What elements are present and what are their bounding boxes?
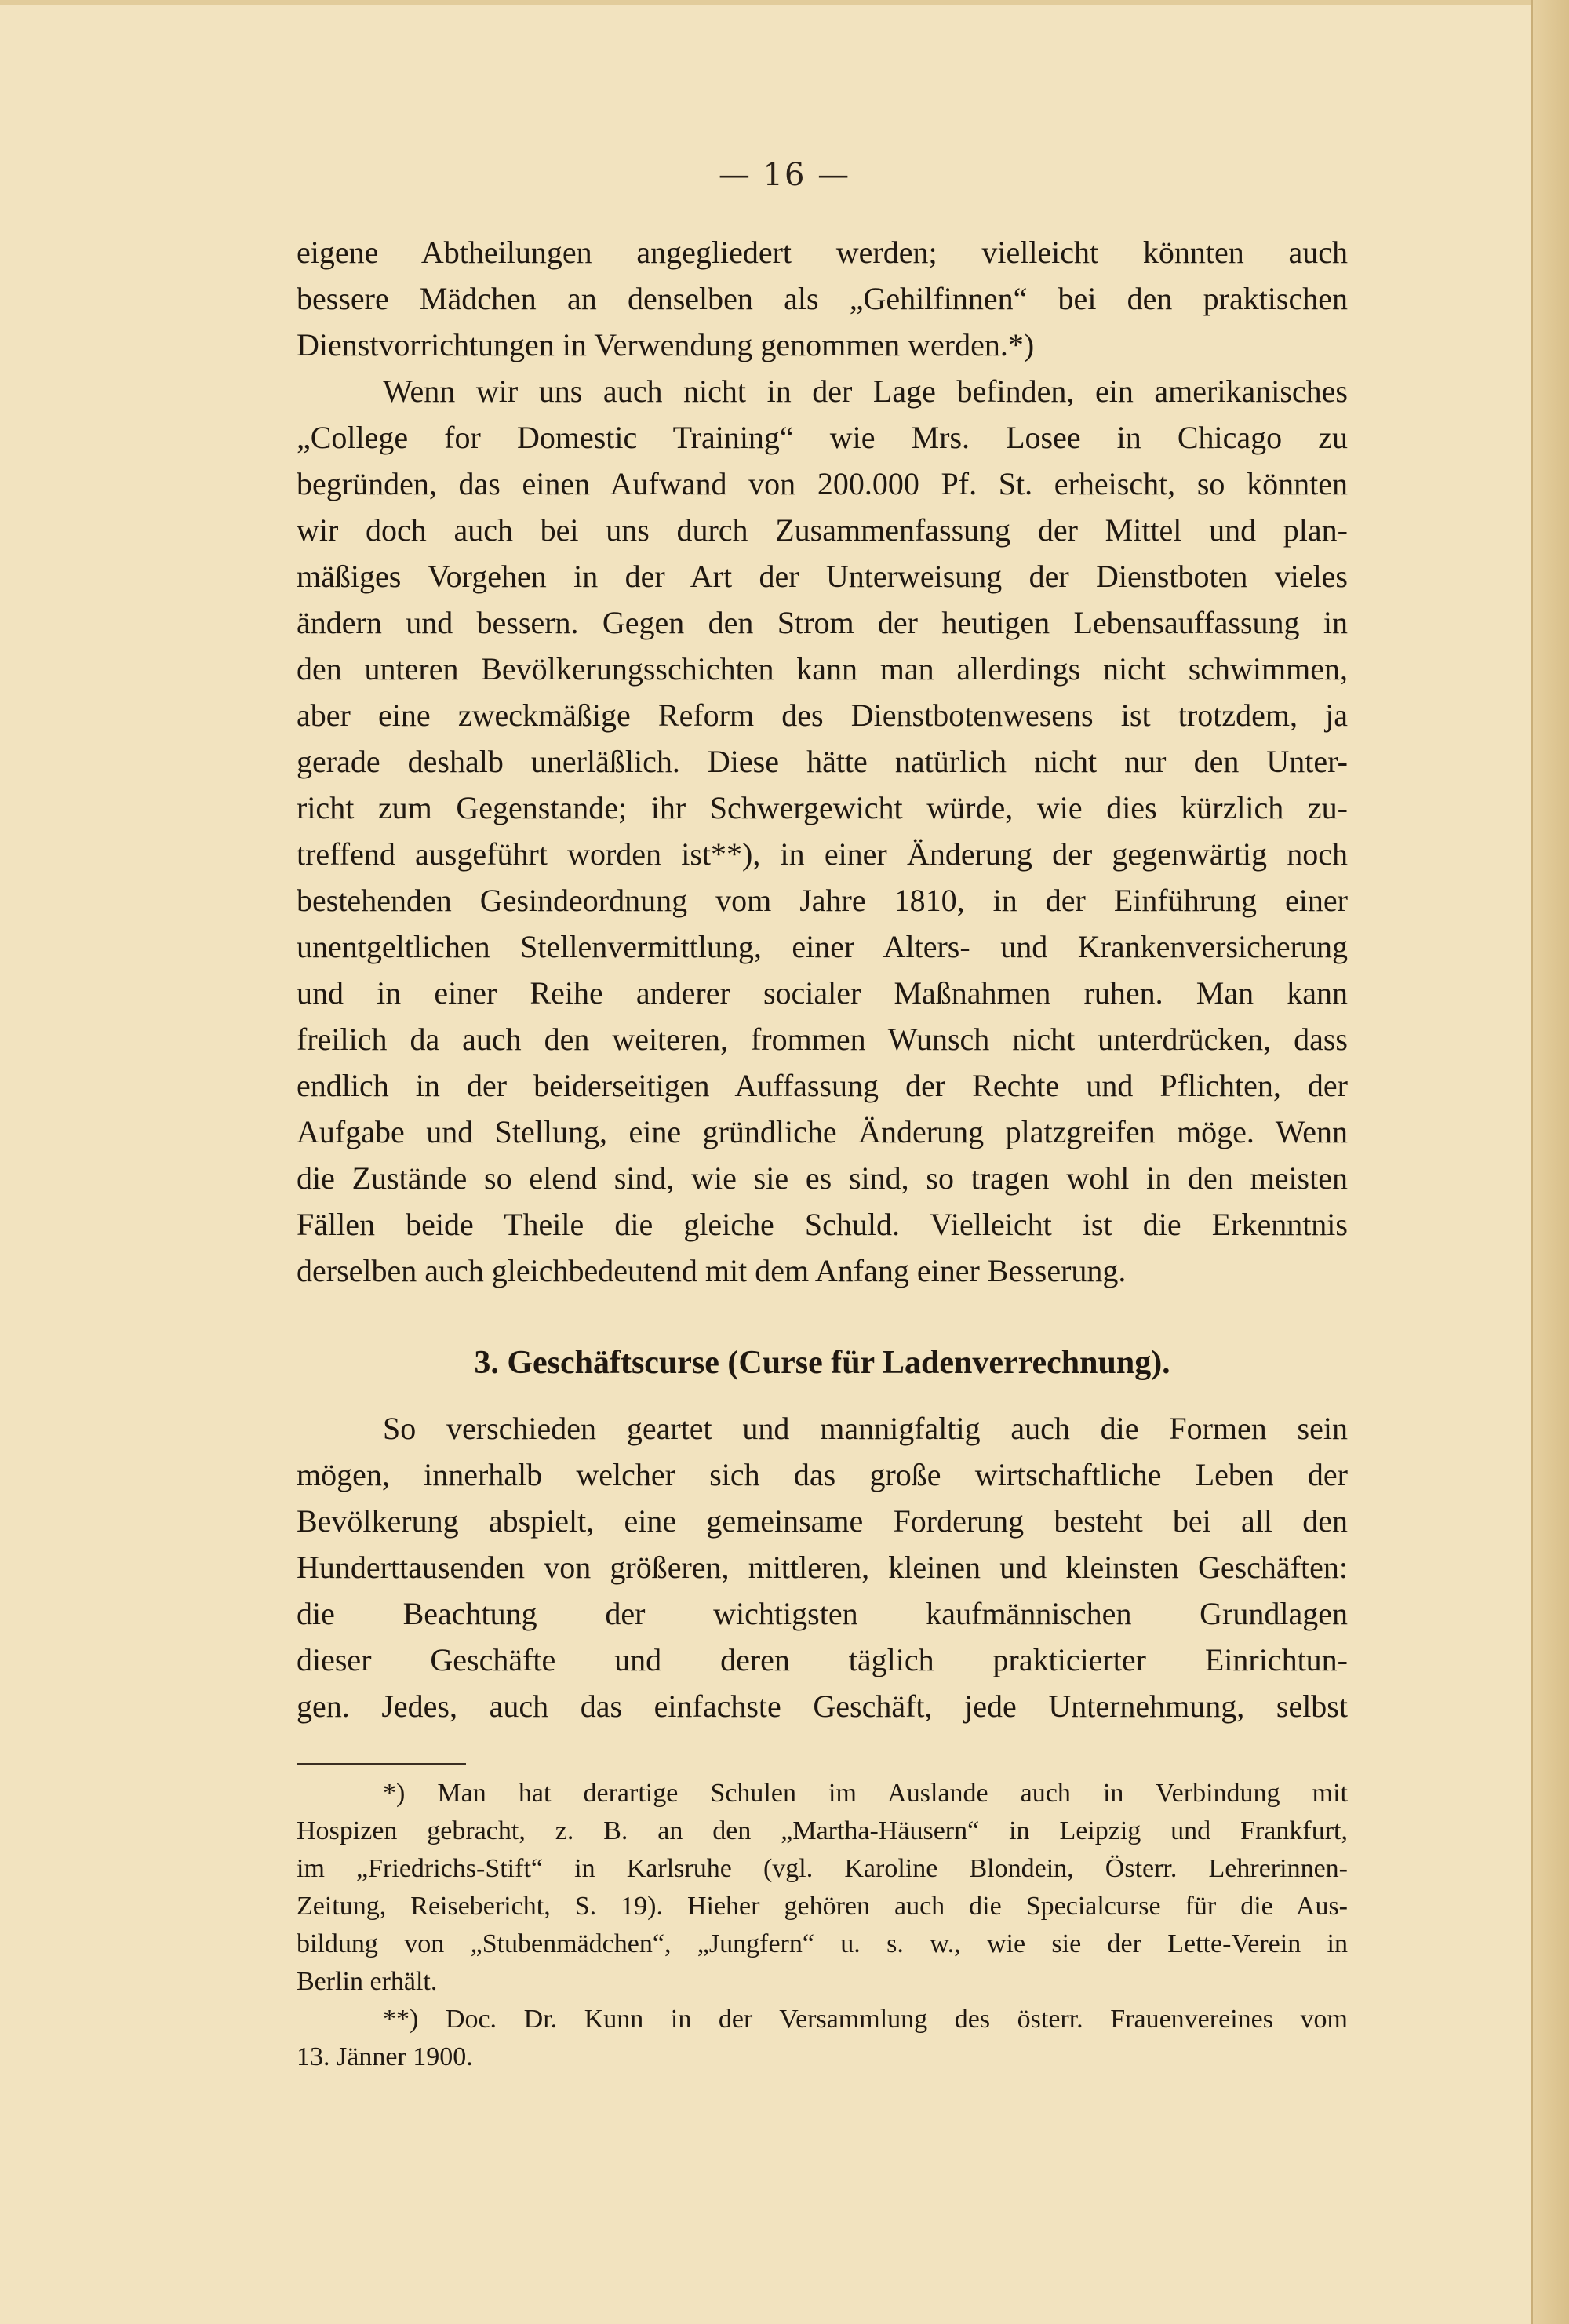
paragraph-3 bbox=[297, 1405, 1348, 1729]
text-line: Hunderttausenden von größeren, mittleren, kleinen und kleinsten Geschäften: bbox=[297, 1550, 1348, 1585]
footnote-line: Hospizen gebracht, z. B. an den „Martha-Häusern“ in Leipzig und Frankfurt, bbox=[297, 1816, 1348, 1845]
text-line: treffend ausgeführt worden ist**), in einer Änderung der gegenwärtig noch bbox=[297, 836, 1348, 872]
paragraph-1 bbox=[297, 229, 1348, 368]
footnotes bbox=[297, 1775, 1348, 2076]
text-line: aber eine zweckmäßige Reform des Dienstbotenwesens ist trotzdem, ja bbox=[297, 698, 1348, 733]
text-line: gerade deshalb unerläßlich. Diese hätte natürlich nicht nur den Unter- bbox=[297, 744, 1348, 779]
text-line: eigene Abtheilungen angegliedert werden; vielleicht könnten auch bbox=[297, 235, 1348, 270]
footnote-2 bbox=[297, 2001, 1348, 2076]
text-line: gen. Jedes, auch das einfachste Geschäft, jede Unternehmung, selbst bbox=[297, 1688, 1348, 1724]
text-line: richt zum Gegenstande; ihr Schwergewicht würde, wie dies kürzlich zu- bbox=[297, 790, 1348, 825]
text-line: So verschieden geartet und mannigfaltig auch die Formen sein bbox=[383, 1411, 1348, 1446]
text-line: Aufgabe und Stellung, eine gründliche Änderung platzgreifen möge. Wenn bbox=[297, 1114, 1348, 1149]
text-line: begründen, das einen Aufwand von 200.000 Pf. St. erheischt, so könnten bbox=[297, 466, 1348, 501]
text-line: „College for Domestic Training“ wie Mrs. Losee in Chicago zu bbox=[297, 420, 1348, 455]
page-number: — 16 — bbox=[718, 157, 851, 193]
footnote-rule bbox=[297, 1763, 466, 1765]
text-line: endlich in der beiderseitigen Auffassung der Rechte und Pflichten, der bbox=[297, 1068, 1348, 1103]
section-spacer bbox=[297, 1294, 1348, 1340]
text-line: Fällen beide Theile die gleiche Schuld. Vielleicht ist die Erkenntnis bbox=[297, 1207, 1348, 1242]
page-binding-edge bbox=[1531, 0, 1569, 2324]
text-line: wir doch auch bei uns durch Zusammenfassung der Mittel und plan- bbox=[297, 512, 1348, 548]
text-line: unentgeltlichen Stellenvermittlung, einer Alters- und Krankenversicherung bbox=[297, 929, 1348, 964]
text-line: mögen, innerhalb welcher sich das große wirtschaftliche Leben der bbox=[297, 1457, 1348, 1492]
text-line: Dienstvorrichtungen in Verwendung genommen werden.*) bbox=[297, 327, 1035, 362]
footnote-line: im „Friedrichs-Stift“ in Karlsruhe (vgl. Karoline Blondein, Österr. Lehrerinnen- bbox=[297, 1854, 1348, 1883]
main-text bbox=[297, 229, 1348, 1729]
paragraph-2 bbox=[297, 368, 1348, 1294]
text-line: bestehenden Gesindeordnung vom Jahre 1810, in der Einführung einer bbox=[297, 883, 1348, 918]
footnote-line: *) Man hat derartige Schulen im Auslande auch in Verbindung mit bbox=[383, 1779, 1348, 1808]
text-line: Bevölkerung abspielt, eine gemeinsame Forderung besteht bei all den bbox=[297, 1503, 1348, 1539]
footnote-line: Zeitung, Reisebericht, S. 19). Hieher gehören auch die Specialcurse für die Aus- bbox=[297, 1892, 1348, 1921]
text-line: freilich da auch den weiteren, frommen Wunsch nicht unterdrücken, dass bbox=[297, 1022, 1348, 1057]
text-line: die Zustände so elend sind, wie sie es sind, so tragen wohl in den meisten bbox=[297, 1160, 1348, 1196]
footnote-line: Berlin erhält. bbox=[297, 1967, 438, 1996]
footnote-line: 13. Jänner 1900. bbox=[297, 2042, 473, 2071]
text-line: mäßiges Vorgehen in der Art der Unterweisung der Dienstboten vieles bbox=[297, 559, 1348, 594]
text-line: Wenn wir uns auch nicht in der Lage befinden, ein amerikanisches bbox=[383, 373, 1348, 409]
text-line: dieser Geschäfte und deren täglich prakticierter Einrichtun- bbox=[297, 1642, 1348, 1677]
footnote-line: **) Doc. Dr. Kunn in der Versammlung des österr. Frauenvereines vom bbox=[383, 2005, 1348, 2034]
text-line: derselben auch gleichbedeutend mit dem Anfang einer Besserung. bbox=[297, 1253, 1127, 1288]
text-line: den unteren Bevölkerungsschichten kann man allerdings nicht schwimmen, bbox=[297, 651, 1348, 687]
page-top-edge bbox=[0, 0, 1533, 5]
section-spacer bbox=[297, 1386, 1348, 1405]
text-line: und in einer Reihe anderer socialer Maßnahmen ruhen. Man kann bbox=[297, 975, 1348, 1011]
footnote-line: bildung von „Stubenmädchen“, „Jungfern“ u. s. w., wie sie der Lette-Verein in bbox=[297, 1929, 1348, 1958]
text-line: ändern und bessern. Gegen den Strom der heutigen Lebensauffassung in bbox=[297, 605, 1348, 640]
section-heading: 3. Geschäftscurse (Curse für Ladenverrechnung). bbox=[474, 1345, 1170, 1381]
footnote-1 bbox=[297, 1775, 1348, 2001]
text-line: bessere Mädchen an denselben als „Gehilfinnen“ bei den praktischen bbox=[297, 281, 1348, 316]
text-line: die Beachtung der wichtigsten kaufmännischen Grundlagen bbox=[297, 1596, 1348, 1631]
